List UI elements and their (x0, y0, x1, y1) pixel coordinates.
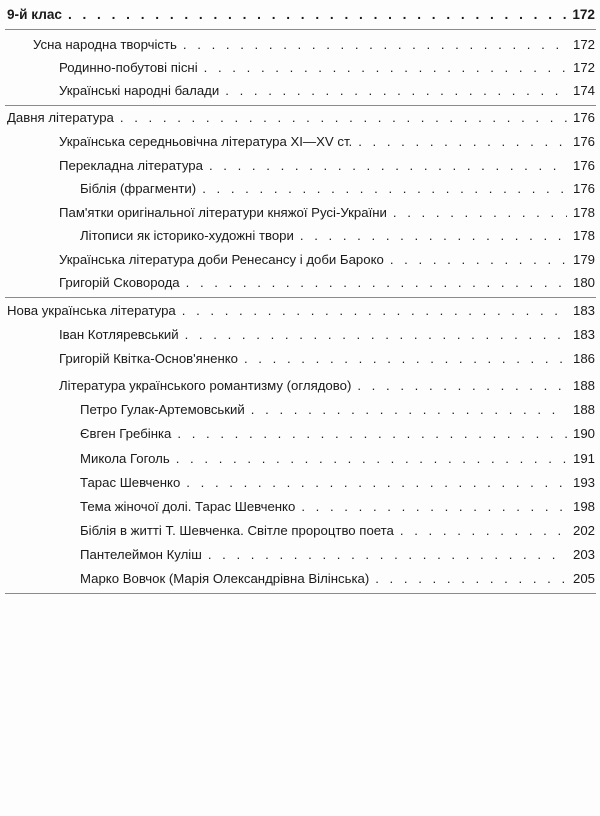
toc-entry-label: Література українського романтизму (оглядово) (59, 378, 352, 393)
dot-leader (68, 6, 566, 24)
dot-leader (244, 350, 567, 368)
dot-leader (208, 546, 567, 564)
toc-entry-label: Пам'ятки оригінальної літератури княжої Русі-України (59, 205, 387, 220)
toc-entry-label: Петро Гулак-Артемовський (80, 402, 245, 417)
section-divider (5, 29, 596, 30)
dot-leader (182, 302, 567, 320)
dot-leader (225, 82, 567, 100)
toc-entry[interactable] (59, 350, 595, 368)
toc-entry[interactable] (80, 450, 595, 468)
toc-entry-label: Микола Гоголь (80, 451, 170, 466)
toc-page-number: 186 (572, 351, 595, 366)
section-divider (5, 297, 596, 298)
toc-entry-label: Євген Гребінка (80, 426, 172, 441)
toc-page-number: 176 (572, 158, 595, 173)
toc-page-number: 190 (572, 426, 595, 441)
toc-entry-label: Марко Вовчок (Марія Олександрівна Вілінська) (80, 571, 370, 586)
toc-entry-label: Перекладна література (59, 158, 203, 173)
section-divider (5, 105, 596, 106)
toc-entry[interactable] (59, 59, 595, 77)
toc-entry-label: Тема жіночої долі. Тарас Шевченко (80, 499, 296, 514)
toc-entry-label: Тарас Шевченко (80, 475, 181, 490)
toc-entry[interactable] (59, 274, 595, 292)
toc-entry-label: Григорій Сковорода (59, 275, 180, 290)
toc-entry[interactable] (59, 377, 595, 395)
toc-page-number: 176 (572, 134, 595, 149)
dot-leader (186, 474, 567, 492)
toc-page-number: 193 (572, 475, 595, 490)
toc-page-number: 176 (572, 110, 595, 125)
toc-entry-label: Українська середньовічна література XI—XV ст. (59, 134, 353, 149)
toc-entry[interactable] (7, 302, 595, 320)
dot-leader (301, 498, 567, 516)
toc-entry[interactable] (80, 498, 595, 516)
section-divider (5, 593, 596, 594)
toc-page-number: 202 (572, 523, 595, 538)
toc-entry[interactable] (59, 133, 595, 151)
toc-page-number: 183 (572, 303, 595, 318)
dot-leader (300, 227, 567, 245)
dot-leader (120, 109, 567, 127)
toc-entry-label: Родинно-побутові пісні (59, 60, 198, 75)
dot-leader (251, 401, 567, 419)
toc-entry-label: Григорій Квітка-Основ'яненко (59, 351, 238, 366)
toc-entry[interactable] (80, 522, 595, 540)
toc-entry[interactable] (80, 425, 595, 443)
toc-page-number: 198 (572, 499, 595, 514)
toc-entry-label: Іван Котляревський (59, 327, 179, 342)
toc-entry-label: Українські народні балади (59, 83, 220, 98)
toc-page-number: 203 (572, 547, 595, 562)
toc-page-number: 172 (572, 37, 595, 52)
toc-page-number: 188 (572, 402, 595, 417)
dot-leader (358, 133, 567, 151)
dot-leader (390, 251, 567, 269)
dot-leader (400, 522, 567, 540)
toc-entry-label: Українська література доби Ренесансу і доби Бароко (59, 252, 384, 267)
toc-entry[interactable] (33, 36, 595, 54)
toc-page-number: 178 (572, 205, 595, 220)
toc-entry-label: Біблія (фрагменти) (80, 181, 197, 196)
toc-entry[interactable] (59, 251, 595, 269)
toc-entry[interactable] (59, 204, 595, 222)
dot-leader (375, 570, 567, 588)
toc-page-number: 205 (572, 571, 595, 586)
dot-leader (393, 204, 567, 222)
dot-leader (357, 377, 567, 395)
toc-entry-label: Літописи як історико-художні твори (80, 228, 294, 243)
dot-leader (186, 274, 567, 292)
dot-leader (183, 36, 567, 54)
toc-page-number: 179 (572, 252, 595, 267)
toc-entry[interactable] (59, 157, 595, 175)
dot-leader (202, 180, 567, 198)
toc-entry-label: Нова українська література (7, 303, 176, 318)
toc-entry[interactable] (80, 180, 595, 198)
toc-page-number: 178 (572, 228, 595, 243)
toc-page-number: 180 (572, 275, 595, 290)
toc-page-number: 176 (572, 181, 595, 196)
toc-page-number: 183 (572, 327, 595, 342)
toc-page-number: 172 (572, 7, 595, 22)
toc-entry[interactable] (59, 82, 595, 100)
dot-leader (204, 59, 567, 77)
dot-leader (209, 157, 567, 175)
toc-page-number: 174 (572, 83, 595, 98)
dot-leader (185, 326, 567, 344)
toc-entry[interactable] (80, 570, 595, 588)
toc-entry[interactable] (7, 109, 595, 127)
toc-heading-label: 9-й клас (7, 7, 62, 22)
toc-entry-label: Давня література (7, 110, 114, 125)
toc-entry[interactable] (80, 546, 595, 564)
toc-entry[interactable] (59, 326, 595, 344)
toc-page-number: 188 (572, 378, 595, 393)
toc-page-number: 191 (572, 451, 595, 466)
toc-entry[interactable] (80, 474, 595, 492)
dot-leader (177, 425, 567, 443)
toc-page-number: 172 (572, 60, 595, 75)
dot-leader (176, 450, 567, 468)
toc-entry[interactable] (80, 401, 595, 419)
toc-heading-grade-9[interactable] (7, 6, 595, 24)
toc-entry-label: Біблія в житті Т. Шевченка. Світле пророцтво поета (80, 523, 394, 538)
toc-entry[interactable] (80, 227, 595, 245)
toc-entry-label: Усна народна творчість (33, 37, 177, 52)
toc-entry-label: Пантелеймон Куліш (80, 547, 202, 562)
